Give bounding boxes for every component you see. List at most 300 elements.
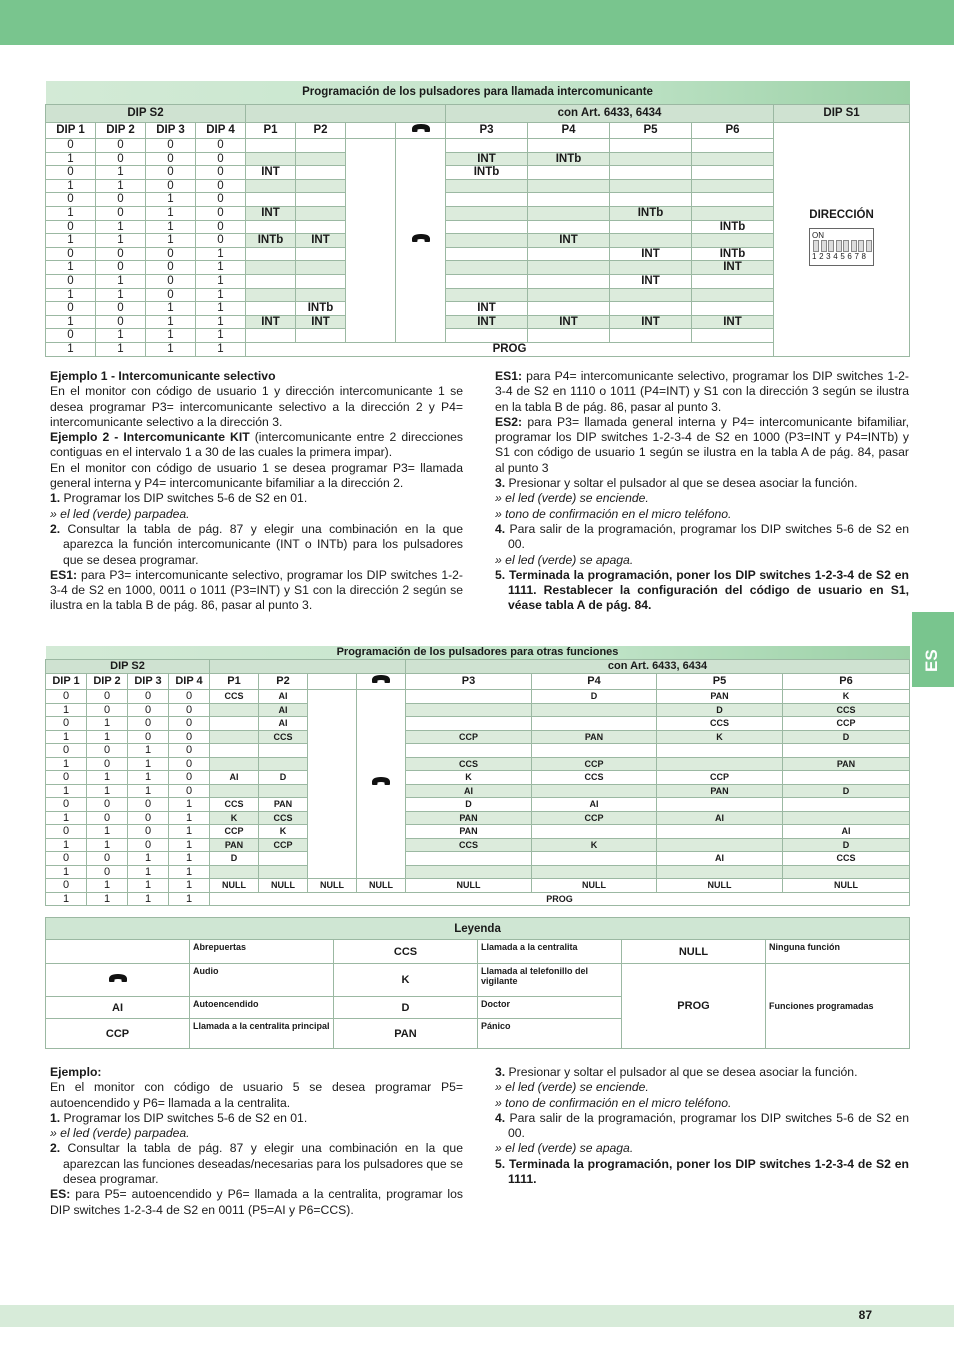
table-cell: 1 bbox=[96, 220, 146, 234]
table-cell: INTb bbox=[528, 152, 610, 166]
table-cell bbox=[692, 274, 774, 288]
table-cell: NULL bbox=[783, 879, 910, 893]
table-cell: 0 bbox=[146, 288, 196, 302]
table-cell bbox=[259, 744, 308, 758]
table-cell bbox=[296, 179, 346, 193]
table-cell bbox=[259, 784, 308, 798]
table-row bbox=[46, 811, 910, 825]
table-cell bbox=[246, 220, 296, 234]
table-cell bbox=[692, 193, 774, 207]
table-cell: 0 bbox=[196, 179, 246, 193]
table-cell: 1 bbox=[96, 274, 146, 288]
text-note: » el led (verde) se enciende. bbox=[495, 1080, 649, 1095]
table-cell: 0 bbox=[96, 206, 146, 220]
table-cell: 1 bbox=[169, 852, 210, 866]
column-header: DIP 4 bbox=[196, 122, 246, 139]
table-cell: 1 bbox=[169, 825, 210, 839]
column-header: P5 bbox=[610, 122, 692, 139]
table-cell: 1 bbox=[196, 261, 246, 275]
table-cell bbox=[528, 329, 610, 343]
column-header: P3 bbox=[446, 122, 528, 139]
table-cell: 1 bbox=[46, 315, 96, 329]
text-paragraph bbox=[495, 369, 909, 415]
handset-column bbox=[396, 139, 446, 343]
table-cell bbox=[528, 288, 610, 302]
table-cell: D bbox=[406, 798, 532, 812]
table-cell bbox=[296, 329, 346, 343]
instructions-2-left bbox=[50, 1065, 463, 1218]
table-cell: INT bbox=[692, 315, 774, 329]
legend-key-door bbox=[46, 940, 190, 964]
table-cell: 0 bbox=[96, 193, 146, 207]
legend-key-handset bbox=[46, 964, 190, 997]
empty-column bbox=[308, 690, 357, 879]
table-cell: 0 bbox=[128, 703, 169, 717]
table-cell bbox=[657, 838, 783, 852]
dip-numbers: 1 2 3 4 5 6 7 8 bbox=[812, 252, 867, 261]
table-cell: AI bbox=[532, 798, 657, 812]
table-cell bbox=[210, 717, 259, 731]
legend-key: K bbox=[334, 964, 478, 997]
table-cell: 0 bbox=[196, 206, 246, 220]
table-row bbox=[46, 703, 910, 717]
text-lead: ES1: bbox=[50, 567, 78, 582]
text-paragraph bbox=[495, 415, 909, 476]
table-row bbox=[46, 838, 910, 852]
table-cell bbox=[246, 179, 296, 193]
table-cell bbox=[296, 288, 346, 302]
step-number: 4. bbox=[495, 1110, 506, 1125]
table-cell: INTb bbox=[296, 302, 346, 316]
table-cell bbox=[692, 139, 774, 153]
table-cell: 1 bbox=[128, 771, 169, 785]
table-cell: 0 bbox=[196, 220, 246, 234]
text-body: para P3= intercomunicante selectivo, programar los DIP switches 1-2-3-4 de S2 en 1000, 0011 o 1011 (P3=INT) y S1 con la dirección 2 según se ilustra en la tabla B de pág. 86, pasar al punto 3. bbox=[50, 567, 463, 613]
table-cell: D bbox=[259, 771, 308, 785]
table-cell bbox=[446, 329, 528, 343]
table-cell: 1 bbox=[96, 166, 146, 180]
table-cell bbox=[296, 220, 346, 234]
table-cell: 1 bbox=[96, 234, 146, 248]
table-cell: 1 bbox=[46, 234, 96, 248]
text-note: » el led (verde) se apaga. bbox=[495, 1141, 634, 1156]
table-cell: 1 bbox=[128, 744, 169, 758]
legend-key: AI bbox=[46, 997, 190, 1019]
table-cell: NULL bbox=[657, 879, 783, 893]
table-cell: D bbox=[783, 730, 910, 744]
language-tab bbox=[912, 612, 954, 687]
text-note: » el led (verde) se enciende. bbox=[495, 491, 649, 506]
table-cell: CCP bbox=[532, 811, 657, 825]
table-cell bbox=[528, 261, 610, 275]
other-functions-table bbox=[45, 646, 910, 906]
table-cell: 0 bbox=[169, 744, 210, 758]
table-cell: CCS bbox=[406, 838, 532, 852]
table-cell: CCP bbox=[406, 730, 532, 744]
instructions-2-right bbox=[495, 1065, 909, 1187]
table-cell bbox=[406, 690, 532, 704]
table-cell: D bbox=[210, 852, 259, 866]
table-cell: INT bbox=[246, 166, 296, 180]
table-cell: 1 bbox=[128, 892, 169, 906]
table-cell: 1 bbox=[169, 838, 210, 852]
empty-column bbox=[346, 139, 396, 343]
table-cell: 0 bbox=[146, 261, 196, 275]
table-cell: 0 bbox=[46, 139, 96, 153]
table-cell bbox=[692, 179, 774, 193]
table-cell bbox=[246, 139, 296, 153]
table-cell bbox=[783, 744, 910, 758]
table-cell bbox=[446, 247, 528, 261]
legend-key: PAN bbox=[334, 1019, 478, 1049]
table-cell bbox=[783, 771, 910, 785]
table-row bbox=[46, 771, 910, 785]
table-cell: NULL bbox=[357, 879, 406, 893]
direccion-label: DIRECCIÓN bbox=[809, 209, 874, 221]
table-cell: 0 bbox=[128, 825, 169, 839]
group-header: DIP S2 bbox=[46, 104, 246, 122]
table-cell bbox=[532, 865, 657, 879]
table-cell bbox=[446, 261, 528, 275]
table-cell bbox=[528, 247, 610, 261]
table-cell: 0 bbox=[128, 838, 169, 852]
legend-desc: Audio bbox=[190, 964, 334, 997]
table-cell: 0 bbox=[128, 811, 169, 825]
table-cell bbox=[259, 865, 308, 879]
dip-switch-diagram bbox=[809, 228, 874, 266]
column-header: P1 bbox=[210, 673, 259, 690]
text-note: » el led (verde) parpadea. bbox=[50, 1126, 190, 1141]
table-cell: 0 bbox=[146, 274, 196, 288]
legend-key: PROG bbox=[622, 964, 766, 1049]
table-cell: 1 bbox=[46, 288, 96, 302]
table-cell bbox=[610, 193, 692, 207]
table-cell: 1 bbox=[46, 206, 96, 220]
table-cell bbox=[406, 744, 532, 758]
table-cell bbox=[610, 302, 692, 316]
table-cell: 0 bbox=[96, 302, 146, 316]
table-cell: 1 bbox=[96, 288, 146, 302]
table-cell bbox=[692, 288, 774, 302]
table-cell: CCS bbox=[259, 811, 308, 825]
table-cell: 0 bbox=[196, 166, 246, 180]
table-cell: INT bbox=[446, 152, 528, 166]
legend-desc: Ninguna función bbox=[766, 940, 910, 964]
table-cell bbox=[246, 261, 296, 275]
table-cell bbox=[657, 865, 783, 879]
column-header: DIP 3 bbox=[146, 122, 196, 139]
table-cell: CCP bbox=[532, 757, 657, 771]
table-cell: 0 bbox=[46, 302, 96, 316]
table-cell: 0 bbox=[46, 717, 87, 731]
text-note: » el led (verde) parpadea. bbox=[50, 506, 190, 521]
table-cell: 1 bbox=[46, 730, 87, 744]
table-cell: 0 bbox=[169, 784, 210, 798]
column-header: DIP 2 bbox=[96, 122, 146, 139]
text-lead: ES1: bbox=[495, 369, 523, 383]
table-row bbox=[46, 852, 910, 866]
table-cell bbox=[446, 288, 528, 302]
step-number: 3. bbox=[495, 1065, 506, 1079]
text-note: » el led (verde) se apaga. bbox=[495, 552, 634, 567]
table-cell bbox=[259, 757, 308, 771]
table-row bbox=[46, 730, 910, 744]
column-header: P2 bbox=[296, 122, 346, 139]
step-text: Terminada la programación, poner los DIP switches 1-2-3-4 de S2 en 1111. bbox=[505, 1156, 909, 1187]
table-cell: 0 bbox=[96, 139, 146, 153]
handset-icon bbox=[107, 973, 129, 984]
table-cell: 0 bbox=[87, 703, 128, 717]
table-cell bbox=[692, 234, 774, 248]
column-header-empty bbox=[308, 673, 357, 690]
text-step bbox=[495, 568, 909, 614]
table-cell: K bbox=[406, 771, 532, 785]
table-cell: 0 bbox=[46, 247, 96, 261]
table-cell bbox=[446, 206, 528, 220]
table-cell bbox=[406, 865, 532, 879]
table-cell bbox=[532, 744, 657, 758]
table-cell bbox=[446, 193, 528, 207]
text-heading: Ejemplo 1 - Intercomunicante selectivo bbox=[50, 369, 276, 383]
table-cell bbox=[246, 152, 296, 166]
text-step bbox=[495, 1111, 909, 1142]
handset-column bbox=[357, 690, 406, 879]
table-cell: INT bbox=[296, 315, 346, 329]
table-cell: INT bbox=[610, 274, 692, 288]
table-cell bbox=[783, 811, 910, 825]
table-cell: 1 bbox=[196, 274, 246, 288]
group-header: con Art. 6433, 6434 bbox=[406, 660, 910, 674]
legend-desc: Autoencendido bbox=[190, 997, 334, 1019]
table-title: Programación de los pulsadores para llamada intercomunicante bbox=[46, 81, 910, 104]
table-cell: 1 bbox=[146, 234, 196, 248]
table-cell: CCP bbox=[783, 717, 910, 731]
table-cell: 1 bbox=[96, 342, 146, 356]
table-cell: 0 bbox=[196, 234, 246, 248]
column-header: DIP 3 bbox=[128, 673, 169, 690]
table-cell: 1 bbox=[46, 892, 87, 906]
text-step bbox=[495, 522, 909, 553]
table-cell bbox=[528, 302, 610, 316]
table-cell: K bbox=[210, 811, 259, 825]
step-text: Presionar y soltar el pulsador al que se desea asociar la función. bbox=[505, 476, 858, 491]
table-cell: CCS bbox=[210, 690, 259, 704]
table-cell bbox=[210, 865, 259, 879]
legend-key: NULL bbox=[622, 940, 766, 964]
table-cell: 1 bbox=[46, 152, 96, 166]
table-cell: 0 bbox=[46, 274, 96, 288]
table-cell: 0 bbox=[146, 179, 196, 193]
table-cell: 1 bbox=[46, 865, 87, 879]
table-cell: AI bbox=[657, 811, 783, 825]
table-cell bbox=[610, 220, 692, 234]
table-cell: D bbox=[783, 784, 910, 798]
table-cell bbox=[532, 852, 657, 866]
table-cell: 0 bbox=[87, 865, 128, 879]
table-cell: INTb bbox=[446, 166, 528, 180]
table-cell: PAN bbox=[657, 690, 783, 704]
column-header-handset bbox=[396, 122, 446, 139]
table-cell bbox=[210, 757, 259, 771]
text-step bbox=[50, 522, 463, 568]
table-cell: 1 bbox=[87, 825, 128, 839]
table-cell: 1 bbox=[169, 865, 210, 879]
table-cell bbox=[528, 179, 610, 193]
table-cell bbox=[406, 852, 532, 866]
table-cell: 0 bbox=[87, 757, 128, 771]
table-cell: PAN bbox=[406, 825, 532, 839]
table-cell bbox=[783, 798, 910, 812]
column-header: P6 bbox=[692, 122, 774, 139]
table-cell: AI bbox=[406, 784, 532, 798]
table-cell: 1 bbox=[46, 784, 87, 798]
table-cell: 1 bbox=[169, 798, 210, 812]
table-cell bbox=[446, 139, 528, 153]
column-header: DIP 2 bbox=[87, 673, 128, 690]
table-row bbox=[46, 757, 910, 771]
table-cell bbox=[446, 274, 528, 288]
table-cell: 0 bbox=[196, 152, 246, 166]
table-cell: 1 bbox=[46, 179, 96, 193]
table-cell: PAN bbox=[657, 784, 783, 798]
instructions-1-right bbox=[495, 369, 909, 614]
table-cell bbox=[528, 274, 610, 288]
table-cell bbox=[296, 247, 346, 261]
table-cell: 0 bbox=[46, 744, 87, 758]
table-cell: K bbox=[783, 690, 910, 704]
handset-icon bbox=[370, 674, 392, 685]
table-cell: 0 bbox=[146, 166, 196, 180]
table-cell bbox=[610, 234, 692, 248]
language-tab-label: ES bbox=[922, 649, 941, 672]
table-cell bbox=[296, 139, 346, 153]
table-cell bbox=[296, 261, 346, 275]
table-row bbox=[46, 865, 910, 879]
table-cell: PAN bbox=[210, 838, 259, 852]
table-cell bbox=[657, 825, 783, 839]
column-header: P3 bbox=[406, 673, 532, 690]
table-cell bbox=[692, 166, 774, 180]
table-cell: INTb bbox=[246, 234, 296, 248]
table-cell: AI bbox=[259, 690, 308, 704]
table-cell: 0 bbox=[87, 852, 128, 866]
table-cell bbox=[246, 288, 296, 302]
table-cell: 1 bbox=[196, 329, 246, 343]
table-cell bbox=[246, 302, 296, 316]
table-cell: CCS bbox=[783, 703, 910, 717]
table-cell: INT bbox=[692, 261, 774, 275]
table-cell: 1 bbox=[87, 879, 128, 893]
table-cell: 0 bbox=[46, 825, 87, 839]
table-cell: 1 bbox=[128, 757, 169, 771]
group-header-empty bbox=[210, 660, 406, 674]
table-cell: PAN bbox=[259, 798, 308, 812]
table-cell: 0 bbox=[146, 247, 196, 261]
column-header: P5 bbox=[657, 673, 783, 690]
text-body: para P3= llamada general interna y P4= intercomunicante bifamiliar, programar los DIP switches 1-2-3-4 de S2 en 1000 (P3=INT y P4=INTb) y S1 con código de usuario 1 según se ilustra en la tabla A de pág. 84, pasar al punto 3 bbox=[495, 414, 909, 475]
text-paragraph: En el monitor con código de usuario 1 y dirección intercomunicante 1 se desea programar P3= intercomunicante selectivo a la dirección 2 y P4= intercomunicante selectivo a la dirección 3. bbox=[50, 384, 463, 429]
table-cell bbox=[657, 798, 783, 812]
table-cell bbox=[610, 139, 692, 153]
table-cell: K bbox=[657, 730, 783, 744]
table-cell: PAN bbox=[406, 811, 532, 825]
table-cell: 1 bbox=[46, 811, 87, 825]
handset-icon bbox=[410, 123, 432, 134]
table-cell: K bbox=[259, 825, 308, 839]
instructions-1-left bbox=[50, 369, 463, 614]
table-cell: 1 bbox=[196, 302, 246, 316]
table-cell: CCP bbox=[259, 838, 308, 852]
table-cell: 1 bbox=[128, 879, 169, 893]
table-cell: AI bbox=[657, 852, 783, 866]
table-row bbox=[46, 892, 910, 906]
table-cell: 0 bbox=[196, 193, 246, 207]
table-cell: CCP bbox=[210, 825, 259, 839]
table-cell: 1 bbox=[146, 193, 196, 207]
table-cell: 0 bbox=[169, 690, 210, 704]
step-number: 5. bbox=[495, 567, 506, 582]
table-cell bbox=[657, 744, 783, 758]
table-cell: 0 bbox=[87, 798, 128, 812]
table-cell bbox=[528, 166, 610, 180]
text-paragraph bbox=[50, 568, 463, 614]
legend-desc: Abrepuertas bbox=[190, 940, 334, 964]
table-cell bbox=[532, 825, 657, 839]
table-cell: 1 bbox=[196, 288, 246, 302]
table-cell: CCS bbox=[783, 852, 910, 866]
legend-key: D bbox=[334, 997, 478, 1019]
legend-desc: Llamada a la centralita bbox=[478, 940, 622, 964]
table-cell: 0 bbox=[169, 771, 210, 785]
table-cell bbox=[532, 703, 657, 717]
step-number: 3. bbox=[495, 476, 506, 491]
table-cell bbox=[210, 744, 259, 758]
table-cell bbox=[610, 261, 692, 275]
table-cell: 1 bbox=[169, 879, 210, 893]
table-cell: 1 bbox=[196, 247, 246, 261]
text-note: » tono de confirmación en el micro teléfono. bbox=[495, 506, 732, 521]
text-lead: Ejemplo 2 - Intercomunicante KIT bbox=[50, 430, 250, 445]
table-cell bbox=[246, 274, 296, 288]
table-cell: 1 bbox=[128, 852, 169, 866]
table-cell: 1 bbox=[87, 717, 128, 731]
table-cell: INT bbox=[296, 234, 346, 248]
table-cell: PAN bbox=[532, 730, 657, 744]
table-cell bbox=[296, 206, 346, 220]
table-cell: 0 bbox=[46, 852, 87, 866]
text-lead: ES: bbox=[50, 1187, 71, 1202]
table-cell bbox=[210, 784, 259, 798]
step-number: 4. bbox=[495, 521, 506, 536]
table-cell bbox=[296, 166, 346, 180]
table-cell: NULL bbox=[210, 879, 259, 893]
column-header: DIP 4 bbox=[169, 673, 210, 690]
table-cell: 0 bbox=[46, 690, 87, 704]
table-cell bbox=[446, 179, 528, 193]
table-cell: NULL bbox=[406, 879, 532, 893]
column-header-empty bbox=[346, 122, 396, 139]
table-cell: NULL bbox=[308, 879, 357, 893]
table-cell: INT bbox=[246, 206, 296, 220]
text-paragraph bbox=[50, 1187, 463, 1218]
table-cell: K bbox=[532, 838, 657, 852]
table-cell: 1 bbox=[128, 784, 169, 798]
legend-desc: Llamada a la centralita principal bbox=[190, 1019, 334, 1049]
handset-icon bbox=[370, 776, 392, 787]
step-text: Para salir de la programación, programar los DIP switches 5-6 de S2 en 00. bbox=[505, 521, 909, 552]
table-row bbox=[46, 784, 910, 798]
table-cell: INT bbox=[446, 315, 528, 329]
